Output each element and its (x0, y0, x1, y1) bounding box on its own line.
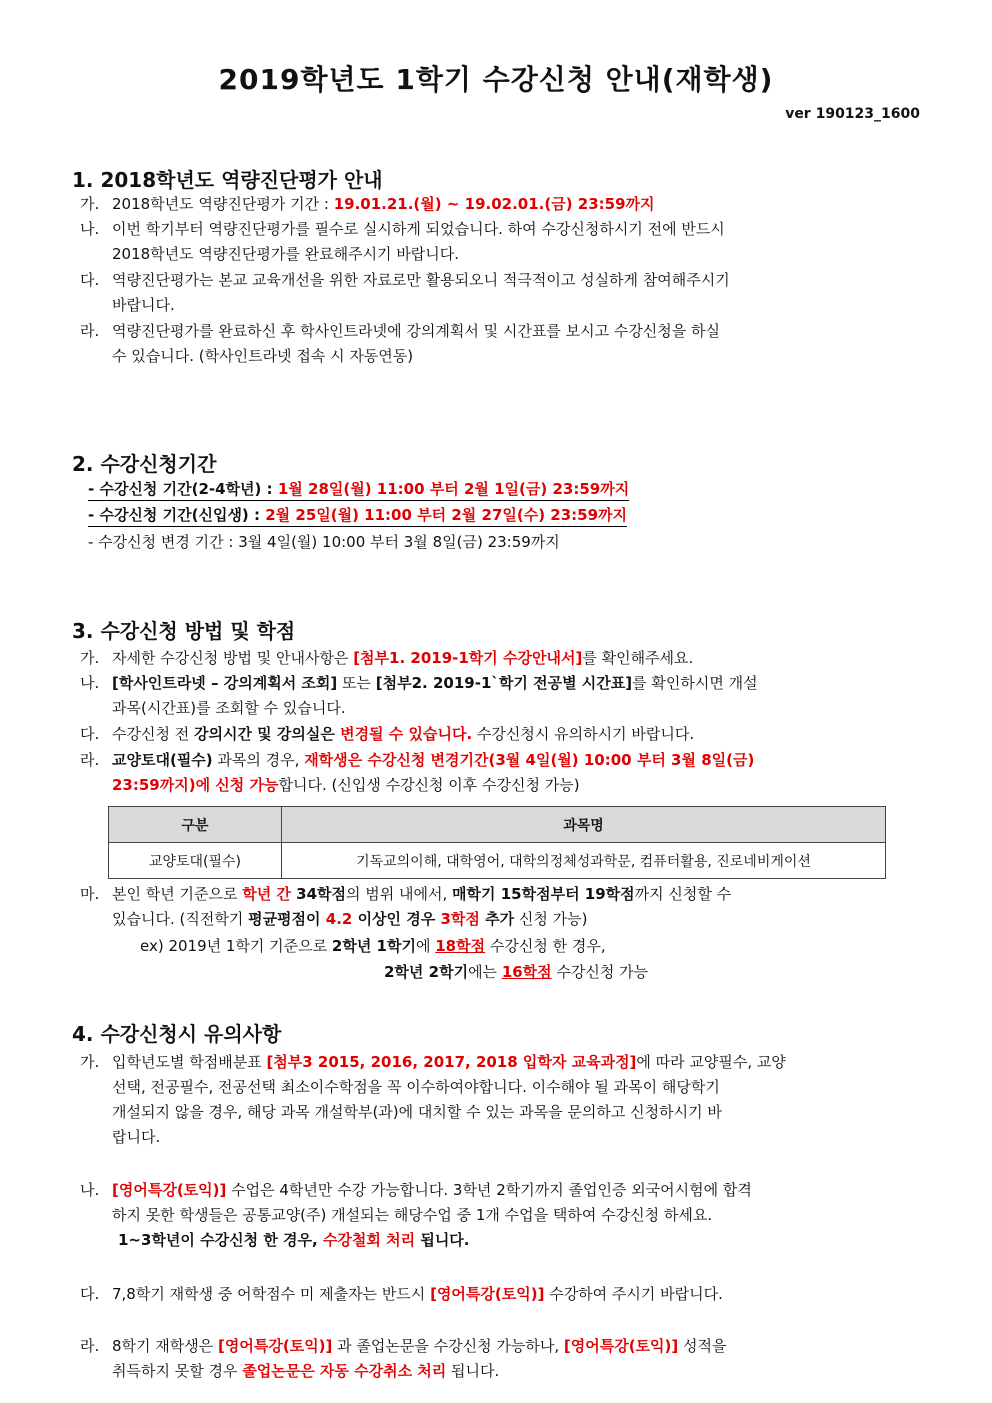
label: - 수강신청 기간(2-4학년) : (88, 480, 278, 498)
s2-period-2 (88, 505, 627, 527)
column-header: 구분 (109, 807, 282, 843)
s3-example-1 (140, 934, 920, 959)
text: 입학년도별 학점배분표 (112, 1053, 267, 1071)
highlight: 2월 25일(월) 11:00 부터 2월 27일(수) 23:59까지 (265, 506, 628, 524)
section-2-heading: 2. 수강신청기간 (72, 452, 217, 476)
text: 됩니다. (446, 1362, 500, 1380)
highlight: 재학생은 수강신청 변경기간(3월 4일(월) 10:00 부터 3월 8일(금) (304, 751, 755, 769)
text: 합니다. (신입생 수강신청 이후 수강신청 가능) (278, 776, 580, 794)
s4-item-na (80, 1178, 922, 1253)
s2-period-3: - 수강신청 변경 기간 : 3월 4일(월) 10:00 부터 3월 8일(금) 23:59까지 (88, 533, 560, 551)
text: 역량진단평가는 본교 교육개선을 위한 자료로만 활용되오니 적극적이고 성실하게 참여해주시기 (112, 271, 730, 289)
bold-text: 2학년 2학기 (384, 963, 469, 981)
s3-item-ma (80, 882, 922, 932)
highlight: 변경될 수 있습니다. (334, 725, 473, 743)
marker: 나. (80, 1181, 100, 1199)
section-3-heading: 3. 수강신청 방법 및 학점 (72, 619, 296, 643)
s2-period-1 (88, 479, 629, 501)
text: 의 범위 내에서, (346, 885, 453, 903)
s3-item-ga (80, 646, 922, 671)
bold-text: 34학점 (290, 885, 347, 903)
bold-text: [첨부2. 2019-1`학기 전공별 시간표] (375, 674, 633, 692)
bold-text: 강의시간 및 강의실은 (194, 725, 335, 743)
text: 이번 학기부터 역량진단평가를 필수로 실시하게 되었습니다. 하여 수강신청하시기 전에 반드시 (112, 220, 725, 238)
highlight: 4.2 (325, 910, 353, 928)
s4-item-ra (80, 1334, 922, 1384)
version-label: ver 190123_1600 (785, 106, 920, 122)
text: 2018학년도 역량진단평가 기간 : (112, 195, 334, 213)
text: 2018학년도 역량진단평가를 완료해주시기 바랍니다. (112, 245, 460, 263)
s4-item-da (80, 1282, 922, 1307)
highlight: 18학점 (435, 937, 486, 955)
bold-text: 교양토대(필수) (112, 751, 213, 769)
highlight: 1월 28일(월) 11:00 부터 2월 1일(금) 23:59까지 (277, 480, 630, 498)
text: 취득하지 못할 경우 (112, 1362, 243, 1380)
text: 수강신청시 유의하시기 바랍니다. (472, 725, 695, 743)
text: 수강신청 전 (112, 725, 194, 743)
marker: 다. (80, 271, 100, 289)
text: 있습니다. (직전학기 (112, 910, 249, 928)
highlight: 학년 간 (242, 885, 291, 903)
marker: 다. (80, 725, 100, 743)
marker: 마. (80, 885, 100, 903)
text: 선택, 전공필수, 전공선택 최소이수학점을 꼭 이수하여야합니다. 이수해야 될 과목이 해당학기 (112, 1078, 720, 1096)
highlight: [첨부3 2015, 2016, 2017, 2018 입학자 교육과정] (266, 1053, 637, 1071)
text: 를 확인해주세요. (582, 649, 694, 667)
section-1-heading: 1. 2018학년도 역량진단평가 안내 (72, 168, 383, 192)
s3-item-ra (80, 748, 922, 798)
bold-text: 2학년 1학기 (331, 937, 416, 955)
bold-text: [학사인트라넷 – 강의계획서 조회] (112, 674, 338, 692)
text: 에는 (468, 963, 502, 981)
text: 하지 못한 학생들은 공통교양(주) 개설되는 해당수업 중 1개 수업을 택하여 수강신청 하세요. (112, 1206, 713, 1224)
marker: 나. (80, 674, 100, 692)
s3-example-2 (384, 960, 924, 985)
highlight: [첨부1. 2019-1학기 수강안내서] (353, 649, 583, 667)
s1-item-na (80, 217, 922, 267)
marker: 라. (80, 1337, 100, 1355)
highlight: [영어특강(토익)] (218, 1337, 333, 1355)
text: 수강신청 가능 (551, 963, 649, 981)
text: 역량진단평가를 완료하신 후 학사인트라넷에 강의계획서 및 시간표를 보시고 수강신청을 하실 (112, 322, 721, 340)
marker: 가. (80, 1053, 100, 1071)
marker: 다. (80, 1285, 100, 1303)
text: 까지 신청할 수 (634, 885, 732, 903)
highlight: 23:59까지)에 신청 가능 (112, 776, 279, 794)
bold-text: 됩니다. (415, 1231, 470, 1249)
text: ex) 2019년 1학기 기준으로 (140, 937, 332, 955)
highlight: 수강철회 처리 (322, 1231, 416, 1249)
s3-item-da (80, 722, 922, 747)
highlight: [영어특강(토익)] (563, 1337, 679, 1355)
highlight: 16학점 (501, 963, 552, 981)
bold-text: 1~3학년이 수강신청 한 경우, (118, 1231, 323, 1249)
marker: 라. (80, 322, 100, 340)
bold-text: 평균평점이 (248, 910, 326, 928)
text: 수 있습니다. (학사인트라넷 접속 시 자동연동) (112, 347, 414, 365)
bold-text: 이상인 경우 (352, 910, 441, 928)
highlight: [영어특강(토익)] (430, 1285, 545, 1303)
text: 자세한 수강신청 방법 및 안내사항은 (112, 649, 354, 667)
text: 과목의 경우, (212, 751, 305, 769)
marker: 가. (80, 195, 100, 213)
text: 수강하여 주시기 바랍니다. (544, 1285, 723, 1303)
highlight: [영어특강(토익)] (112, 1181, 227, 1199)
text: 를 확인하시면 개설 (632, 674, 758, 692)
text: 과목(시간표)를 조회할 수 있습니다. (112, 699, 346, 717)
text: 본인 학년 기준으로 (112, 885, 243, 903)
text: 과 졸업논문을 수강신청 가능하나, (332, 1337, 564, 1355)
s1-item-ga (80, 192, 922, 217)
section-4-heading: 4. 수강신청시 유의사항 (72, 1022, 282, 1046)
s4-item-ga (80, 1050, 922, 1150)
text: 또는 (337, 674, 376, 692)
highlight: 3학점 (440, 910, 480, 928)
text: 7,8학기 재학생 중 어학점수 미 제출자는 반드시 (112, 1285, 431, 1303)
text: 8학기 재학생은 (112, 1337, 219, 1355)
table-header-row (109, 807, 886, 843)
table-cell: 기독교의이해, 대학영어, 대학의정체성과학문, 컴퓨터활용, 진로네비게이션 (282, 843, 886, 879)
text: 신청 가능) (514, 910, 588, 928)
s1-item-ra (80, 319, 922, 369)
marker: 가. (80, 649, 100, 667)
text: 개설되지 않을 경우, 해당 과목 개설학부(과)에 대치할 수 있는 과목을 문의하고 신청하시기 바 (112, 1103, 722, 1121)
course-table (108, 806, 886, 879)
bold-text: 추가 (479, 910, 515, 928)
table-row (109, 843, 886, 879)
highlight: 졸업논문은 자동 수강취소 처리 (242, 1362, 447, 1380)
text: 성적을 (678, 1337, 727, 1355)
text: 에 (415, 937, 436, 955)
s3-item-na (80, 671, 922, 721)
page-title: 2019학년도 1학기 수강신청 안내(재학생) (218, 63, 774, 96)
highlight: 19.01.21.(월) ~ 19.02.01.(금) 23:59까지 (333, 195, 655, 213)
text: 수업은 4학년만 수강 가능합니다. 3학년 2학기까지 졸업인증 외국어시험에 합격 (226, 1181, 752, 1199)
text: 랍니다. (112, 1128, 161, 1146)
label: - 수강신청 기간(신입생) : (88, 506, 266, 524)
column-header: 과목명 (282, 807, 886, 843)
marker: 라. (80, 751, 100, 769)
bold-text: 매학기 15학점부터 19학점 (452, 885, 635, 903)
text: 바랍니다. (112, 296, 175, 314)
marker: 나. (80, 220, 100, 238)
s1-item-da (80, 268, 922, 318)
text: 에 따라 교양필수, 교양 (636, 1053, 786, 1071)
text: 수강신청 한 경우, (485, 937, 606, 955)
table-cell: 교양토대(필수) (109, 843, 282, 879)
